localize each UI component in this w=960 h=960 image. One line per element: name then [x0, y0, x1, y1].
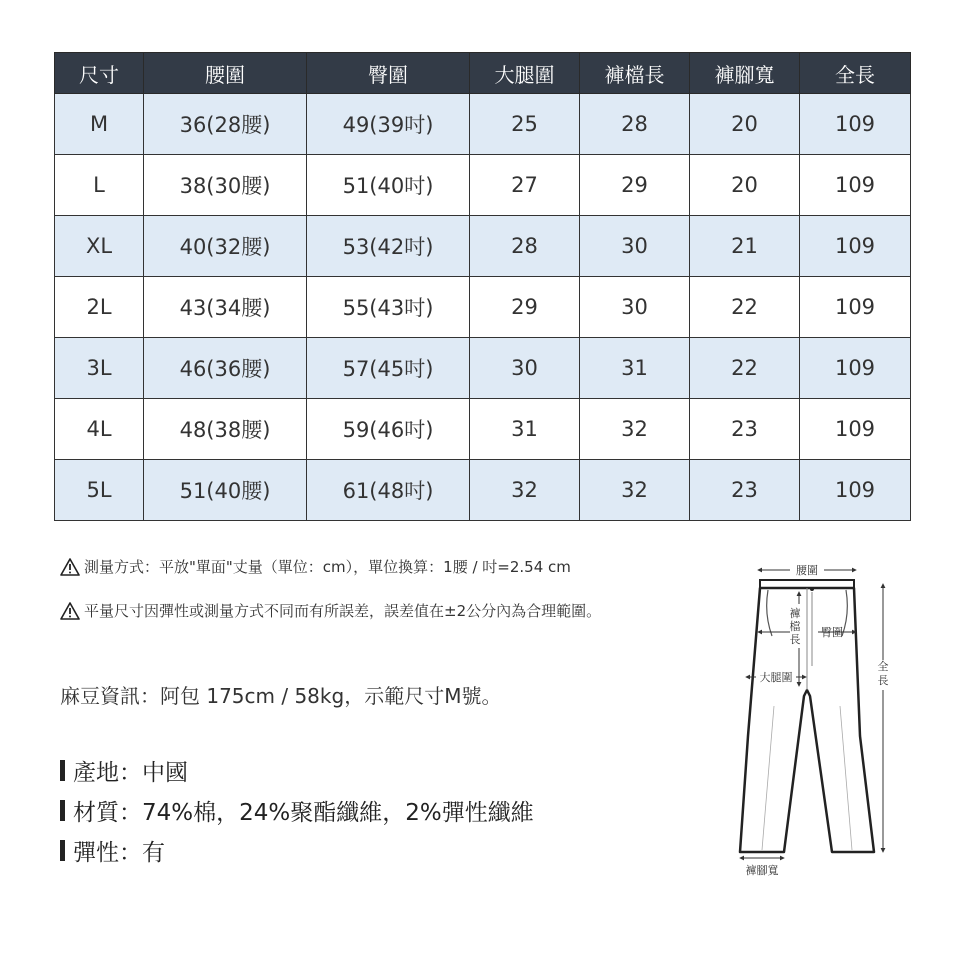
table-cell: 20: [690, 155, 800, 216]
table-row: [55, 155, 911, 216]
table-cell: 27: [470, 155, 580, 216]
header-waist: 腰圍: [144, 53, 307, 94]
table-cell: 29: [470, 277, 580, 338]
table-cell: 2L: [55, 277, 144, 338]
table-cell: 36(28腰): [144, 94, 307, 155]
table-cell: 109: [800, 277, 911, 338]
table-cell: 59(46吋): [307, 399, 470, 460]
table-cell: 20: [690, 94, 800, 155]
table-cell: 38(30腰): [144, 155, 307, 216]
warning-icon: [60, 558, 80, 576]
diagram-length-label-2: 長: [877, 674, 889, 687]
table-cell: 109: [800, 338, 911, 399]
diagram-thigh-label: 大腿圍: [759, 671, 793, 684]
table-cell: XL: [55, 216, 144, 277]
bullet-bar: [60, 760, 65, 781]
table-cell: 25: [470, 94, 580, 155]
table-cell: 49(39吋): [307, 94, 470, 155]
table-cell: 22: [690, 338, 800, 399]
table-cell: 28: [580, 94, 690, 155]
diagram-rise-label-3: 長: [789, 633, 801, 646]
table-cell: 5L: [55, 460, 144, 521]
header-rise: 褲檔長: [580, 53, 690, 94]
header-size: 尺寸: [55, 53, 144, 94]
table-cell: 109: [800, 216, 911, 277]
table-cell: L: [55, 155, 144, 216]
spec-origin: [60, 754, 188, 787]
table-cell: 61(48吋): [307, 460, 470, 521]
size-table: [54, 52, 911, 521]
table-cell: 32: [470, 460, 580, 521]
waist-center-dot: [810, 587, 814, 591]
table-cell: 109: [800, 94, 911, 155]
table-cell: 28: [470, 216, 580, 277]
pants-diagram: [728, 556, 898, 882]
header-length: 全長: [800, 53, 911, 94]
spec-elasticity: [60, 834, 165, 867]
table-cell: 23: [690, 399, 800, 460]
model-info: 麻豆資訊：阿包 175cm / 58kg，示範尺寸M號。: [60, 684, 502, 708]
header-hem: 褲腳寬: [690, 53, 800, 94]
table-cell: 55(43吋): [307, 277, 470, 338]
tolerance-note-text: 平量尺寸因彈性或測量方式不同而有所誤差，誤差值在±2公分內為合理範圍。: [84, 602, 602, 620]
table-cell: M: [55, 94, 144, 155]
table-cell: 32: [580, 460, 690, 521]
table-header-row: [55, 53, 911, 94]
table-cell: 4L: [55, 399, 144, 460]
table-cell: 21: [690, 216, 800, 277]
table-row: [55, 277, 911, 338]
table-row: [55, 338, 911, 399]
diagram-rise-label-1: 褲: [789, 607, 801, 620]
diagram-hem-label: 褲腳寬: [745, 864, 779, 877]
table-cell: 40(32腰): [144, 216, 307, 277]
table-cell: 109: [800, 460, 911, 521]
diagram-rise-label-2: 檔: [789, 620, 801, 633]
diagram-waist-label: 腰圍: [796, 564, 818, 577]
table-cell: 29: [580, 155, 690, 216]
diagram-hip-label: 臀圍: [821, 626, 843, 639]
table-cell: 32: [580, 399, 690, 460]
table-cell: 53(42吋): [307, 216, 470, 277]
table-cell: 23: [690, 460, 800, 521]
measure-note-text: 測量方式：平放"單面"丈量（單位：cm），單位換算：1腰 / 吋=2.54 cm: [84, 558, 571, 576]
table-cell: 31: [580, 338, 690, 399]
table-cell: 57(45吋): [307, 338, 470, 399]
table-cell: 30: [470, 338, 580, 399]
table-row: [55, 94, 911, 155]
tolerance-note: [60, 600, 601, 621]
bullet-bar: [60, 800, 65, 821]
bullet-bar: [60, 840, 65, 861]
table-cell: 109: [800, 399, 911, 460]
table-cell: 109: [800, 155, 911, 216]
table-cell: 48(38腰): [144, 399, 307, 460]
table-cell: 46(36腰): [144, 338, 307, 399]
table-cell: 43(34腰): [144, 277, 307, 338]
table-cell: 31: [470, 399, 580, 460]
table-cell: 22: [690, 277, 800, 338]
table-cell: 30: [580, 277, 690, 338]
measure-note: [60, 556, 571, 577]
spec-material: [60, 794, 534, 827]
table-cell: 51(40吋): [307, 155, 470, 216]
table-row: [55, 216, 911, 277]
diagram-length-label-1: 全: [877, 660, 889, 673]
table-cell: 30: [580, 216, 690, 277]
header-thigh: 大腿圍: [470, 53, 580, 94]
table-row: [55, 399, 911, 460]
table-row: [55, 460, 911, 521]
spec-material-text: 材質：74%棉，24%聚酯纖維，2%彈性纖維: [73, 800, 534, 826]
warning-icon: [60, 602, 80, 620]
table-cell: 3L: [55, 338, 144, 399]
table-cell: 51(40腰): [144, 460, 307, 521]
spec-elasticity-text: 彈性：有: [73, 840, 165, 866]
spec-origin-text: 產地：中國: [73, 760, 188, 786]
header-hip: 臀圍: [307, 53, 470, 94]
